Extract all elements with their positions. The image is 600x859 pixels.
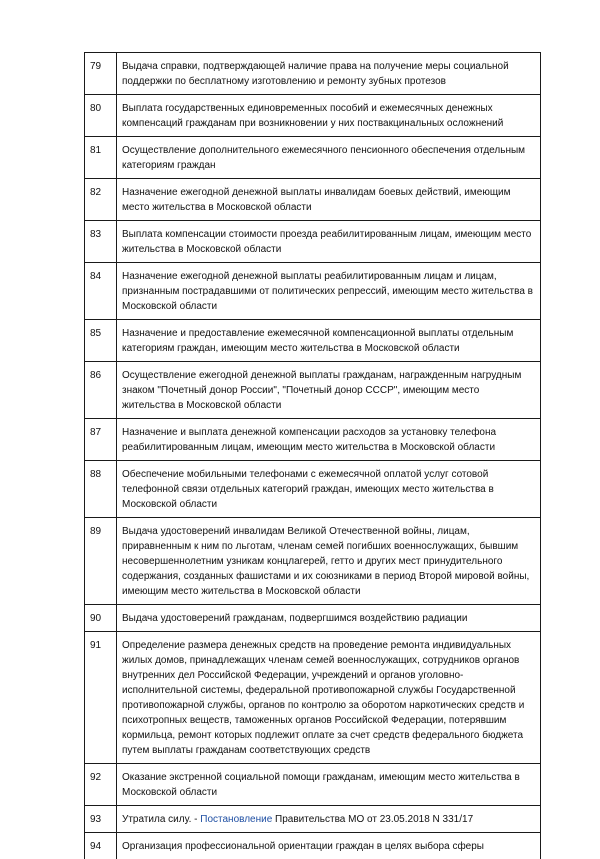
row-text: Выдача удостоверений инвалидам Великой Отечественной войны, лицам, приравненным к ним по льготам, членам семей погибших военнослужащих, бывшим несовершеннолетним узникам концлагерей, гетто и других мест принудительного содержания, созданных фашистами и их союзниками в период Второй мировой войны, имеющим место жительства в Московской области [117,518,541,605]
row-text: Организация профессиональной ориентации граждан в целях выбора сферы [117,833,541,859]
table-row [85,320,541,362]
row-text: Назначение и предоставление ежемесячной компенсационной выплаты отдельным категориям граждан, имеющим место жительства в Московской области [117,320,541,362]
table-row [85,806,541,833]
table-row [85,461,541,518]
row-text: Осуществление ежегодной денежной выплаты гражданам, награжденным нагрудным знаком "Почетный донор России", "Почетный донор СССР", имеющим место жительства в Московской области [117,362,541,419]
row-number: 79 [85,53,117,95]
row-number: 84 [85,263,117,320]
table-row [85,137,541,179]
table-row [85,263,541,320]
row-number: 85 [85,320,117,362]
row-number: 82 [85,179,117,221]
row-number: 81 [85,137,117,179]
row-number: 80 [85,95,117,137]
row-text-prefix: Утратила силу. - [122,814,200,825]
services-table [84,52,541,859]
row-text: Назначение ежегодной денежной выплаты инвалидам боевых действий, имеющим место жительства в Московской области [117,179,541,221]
table-row [85,764,541,806]
row-text: Выплата государственных единовременных пособий и ежемесячных денежных компенсаций гражданам при возникновении у них поствакцинальных осложнений [117,95,541,137]
row-number: 88 [85,461,117,518]
row-number: 90 [85,605,117,632]
row-text: Оказание экстренной социальной помощи гражданам, имеющим место жительства в Московской области [117,764,541,806]
row-number: 89 [85,518,117,605]
row-number: 87 [85,419,117,461]
table-row [85,53,541,95]
row-text [117,806,541,833]
table-row [85,221,541,263]
table-row [85,362,541,419]
row-text: Осуществление дополнительного ежемесячного пенсионного обеспечения отдельным категориям граждан [117,137,541,179]
row-text: Обеспечение мобильными телефонами с ежемесячной оплатой услуг сотовой телефонной связи отдельных категорий граждан, имеющих место жительства в Московской области [117,461,541,518]
row-text: Выдача удостоверений гражданам, подвергшимся воздействию радиации [117,605,541,632]
row-number: 93 [85,806,117,833]
row-text: Определение размера денежных средств на проведение ремонта индивидуальных жилых домов, принадлежащих членам семей военнослужащих, сотрудников органов внутренних дел Российской Федерации, учреждений и органов уголовно-исполнительной системы, федеральной противопожарной службы Государственной противопожарной службы, органов по контролю за оборотом наркотических средств и психотропных веществ, таможенных органов Российской Федерации, потерявшим кормильца, ремонт которых подлежит оплате за счет средств федерального бюджета путем выплаты гражданам соответствующих средств [117,632,541,764]
table-row [85,179,541,221]
row-text-suffix: Правительства МО от 23.05.2018 N 331/17 [272,814,473,825]
table-row [85,605,541,632]
row-text: Назначение и выплата денежной компенсации расходов за установку телефона реабилитированным лицам, имеющим место жительства в Московской области [117,419,541,461]
table-row [85,833,541,859]
row-number: 86 [85,362,117,419]
row-number: 94 [85,833,117,859]
row-text: Выплата компенсации стоимости проезда реабилитированным лицам, имеющим место жительства в Московской области [117,221,541,263]
postanovlenie-link[interactable]: Постановление [200,814,272,825]
table-row [85,518,541,605]
row-text: Выдача справки, подтверждающей наличие права на получение меры социальной поддержки по бесплатному изготовлению и ремонту зубных протезов [117,53,541,95]
table-row [85,95,541,137]
row-number: 92 [85,764,117,806]
row-number: 91 [85,632,117,764]
table-row [85,419,541,461]
table-row [85,632,541,764]
row-number: 83 [85,221,117,263]
row-text: Назначение ежегодной денежной выплаты реабилитированным лицам и лицам, признанным пострадавшими от политических репрессий, имеющим место жительства в Московской области [117,263,541,320]
